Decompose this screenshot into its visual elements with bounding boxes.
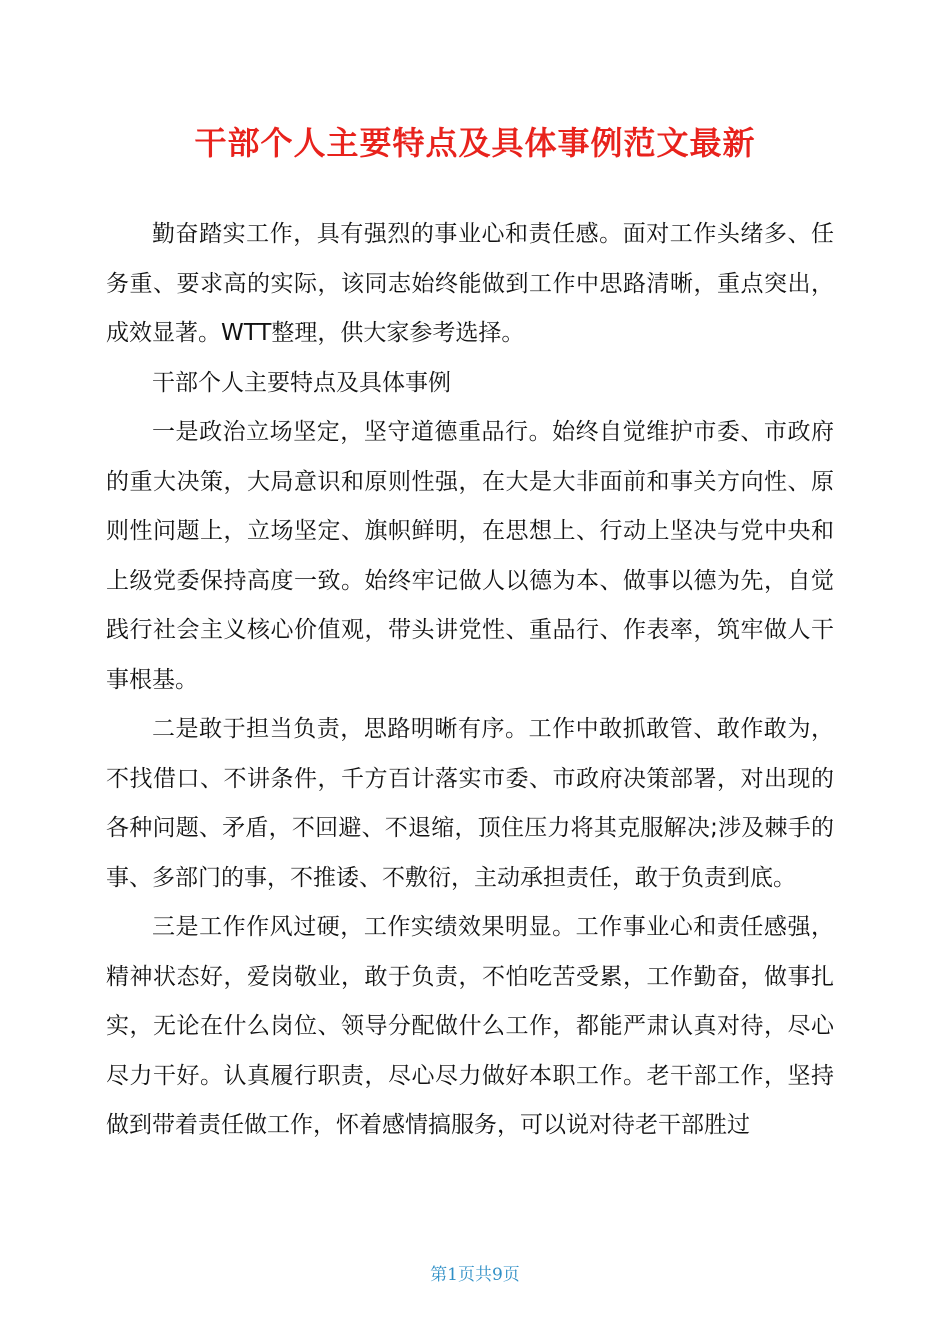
paragraph-section-heading: 干部个人主要特点及具体事例 xyxy=(152,369,451,396)
paragraph-point-two: 二是敢于担当负责，思路明晰有序。工作中敢抓敢管、敢作敢为，不找借口、不讲条件，千方百计落实市委、市政府决策部署，对出现的各种问题、矛盾，不回避、不退缩，顶住压力将其克服解决;涉及棘手的事、多部门的事，不推诿、不敷衍，主动承担责任，敢于负责到底。 xyxy=(106,716,834,891)
paragraph-point-three: 三是工作作风过硬，工作实绩效果明显。工作事业心和责任感强，精神状态好，爱岗敬业，敢于负责，不怕吃苦受累，工作勤奋，做事扎实，无论在什么岗位、领导分配做什么工作，都能严肃认真对待，尽心尽力干好。认真履行职责，尽心尽力做好本职工作。老干部工作，坚持做到带着责任做工作，怀着感情搞服务，可以说对待老干部胜过 xyxy=(106,914,834,1138)
document-body xyxy=(106,210,834,1151)
paragraph-intro: 勤奋踏实工作，具有强烈的事业心和责任感。面对工作头绪多、任务重、要求高的实际，该同志始终能做到工作中思路清晰，重点突出，成效显著。WTT整理，供大家参考选择。 xyxy=(106,221,834,346)
page-number-footer: 第1页共9页 xyxy=(430,1265,520,1285)
document-title: 干部个人主要特点及具体事例范文最新 xyxy=(194,124,756,163)
paragraph-point-one: 一是政治立场坚定，坚守道德重品行。始终自觉维护市委、市政府的重大决策，大局意识和原则性强，在大是大非面前和事关方向性、原则性问题上，立场坚定、旗帜鲜明，在思想上、行动上坚决与党中央和上级党委保持高度一致。始终牢记做人以德为本、做事以德为先，自觉践行社会主义核心价值观，带头讲党性、重品行、作表率，筑牢做人干事根基。 xyxy=(106,419,834,693)
